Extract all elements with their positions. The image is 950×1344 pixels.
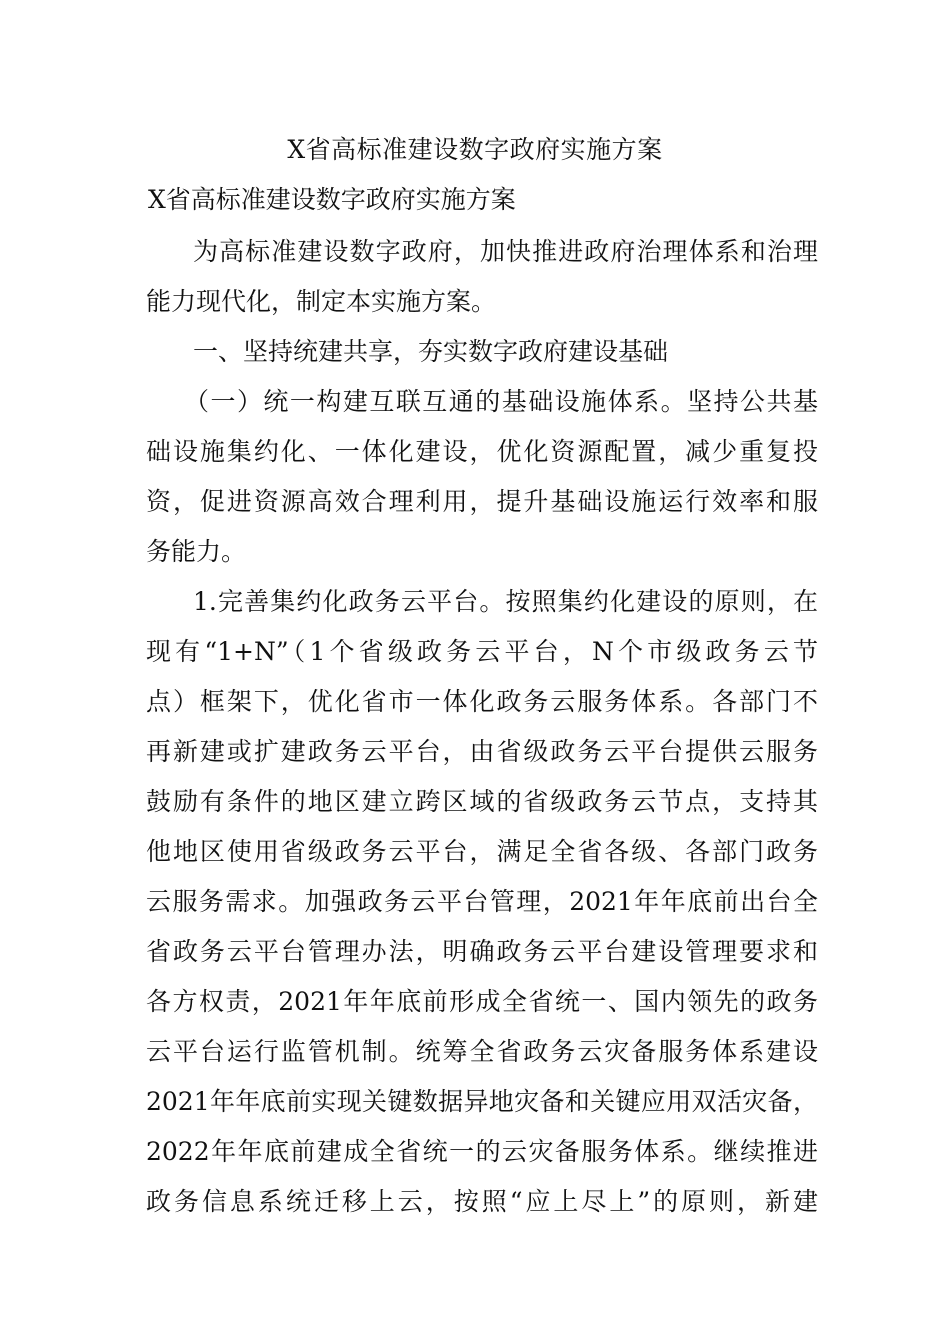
paragraph-line: （一）统一构建互联互通的基础设施体系。坚持公共基 [184,387,818,416]
document-subtitle: X省高标准建设数字政府实施方案 [148,185,516,214]
paragraph-line: 云服务需求。加强政务云平台管理，2021年年底前出台全 [146,887,818,916]
paragraph-line: 资，促进资源高效合理利用，提升基础设施运行效率和服 [146,487,818,516]
paragraph-line: 为高标准建设数字政府，加快推进政府治理体系和治理 [193,237,818,266]
paragraph-line: 能力现代化，制定本实施方案。 [146,287,497,316]
paragraph-line: 省政务云平台管理办法，明确政务云平台建设管理要求和 [146,937,818,966]
paragraph-line: 云平台运行监管机制。统筹全省政务云灾备服务体系建设 [146,1037,818,1066]
paragraph-line: 政务信息系统迁移上云，按照“应上尽上”的原则，新建 [146,1187,818,1216]
paragraph-line: 鼓励有条件的地区建立跨区域的省级政务云节点，支持其 [146,787,818,816]
paragraph-line: 2022年年底前建成全省统一的云灾备服务体系。继续推进 [146,1137,818,1166]
paragraph-line: 现有“1+N”（1个省级政务云平台，N个市级政务云节 [146,637,818,666]
paragraph-line: 再新建或扩建政务云平台，由省级政务云平台提供云服务 [146,737,818,766]
section-heading: 一、坚持统建共享，夯实数字政府建设基础 [193,337,669,366]
paragraph-line: 他地区使用省级政务云平台，满足全省各级、各部门政务 [146,837,818,866]
paragraph-line: 础设施集约化、一体化建设，优化资源配置，减少重复投 [146,437,818,466]
paragraph-line: 1.完善集约化政务云平台。按照集约化建设的原则，在 [193,587,818,616]
paragraph-line: 各方权责，2021年年底前形成全省统一、国内领先的政务 [146,987,818,1016]
document-title: X省高标准建设数字政府实施方案 [287,135,663,164]
paragraph-line: 2021年年底前实现关键数据异地灾备和关键应用双活灾备， [146,1087,818,1116]
paragraph-line: 务能力。 [146,537,247,566]
paragraph-line: 点）框架下，优化省市一体化政务云服务体系。各部门不 [146,687,818,716]
